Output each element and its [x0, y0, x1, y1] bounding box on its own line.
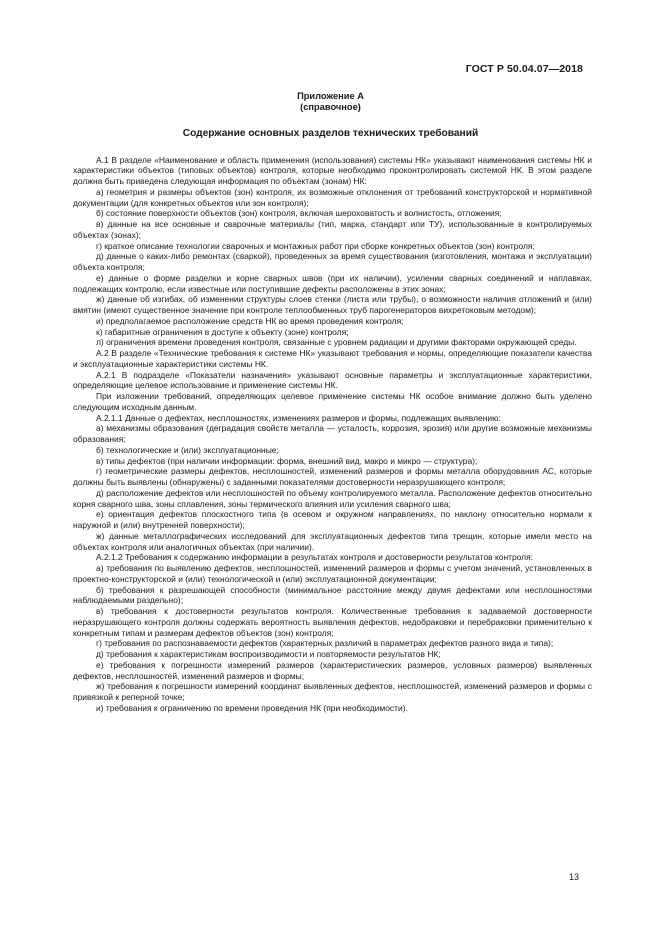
- paragraph: д) данные о каких-либо ремонтах (сваркой), проведенных за время существования (изготовления, монтажа и эксплуатации) объекта контроля;: [73, 251, 592, 272]
- appendix-heading: [0, 91, 661, 113]
- paragraph: А.2.1.1 Данные о дефектах, несплошностях, изменениях размеров и формы, подлежащих выявлению:: [96, 412, 501, 423]
- paragraph: в) требования к достоверности результатов контроля. Количественные требования к задаваемой достоверности неразрушающего контроля должны содержать вероятность выявления дефектов, недобраковки и перебраковки применительно к конкретным типам и размерам дефектов объектов (зон) контроля;: [73, 606, 592, 638]
- paragraph: б) технологические и (или) эксплуатационные;: [96, 444, 279, 455]
- paragraph: А.1 В разделе «Наименование и область применения (использования) системы НК» указывают наименования системы НК и характеристики объектов (типовых объектов) контроля, которые необходимо проконтролировать системой НК. В этом разделе должна быть приведена следующая информация по объектам (зонам) НК:: [73, 154, 592, 186]
- paragraph: е) данные о форме разделки и корне сварных швов (при их наличии), усилении сварных соединений и наплавках, подлежащих контролю, если известные или поступившие дефекты расположены в этих зонах;: [73, 272, 592, 294]
- paragraph: г) геометрические размеры дефектов, несплошностей, изменений размеров и формы металла оборудования АС, которые должны быть выявлены (обнаружены) с заданными показателями достоверности неразрушающего контроля;: [73, 466, 592, 487]
- paragraph: в) данные на все основные и сварочные материалы (тип, марка, стандарт или ТУ), использованные в контролируемых объектах (зонах);: [73, 219, 592, 240]
- paragraph: а) требования по выявлению дефектов, несплошностей, изменений размеров и формы с учетом значений, установленных в проектно-конструкторской и (или) технологической и (или) эксплуатационной документации;: [73, 563, 592, 584]
- paragraph: А.2.1.2 Требования к содержанию информации в результатах контроля и достоверности результатов контроля:: [96, 552, 534, 563]
- standard-code: ГОСТ Р 50.04.07—2018: [465, 63, 583, 75]
- paragraph: А.2.1 В подразделе «Показатели назначения» указывают основные параметры и эксплуатационные характеристики, определяющие целевое использование и применение системы НК.: [73, 369, 592, 391]
- body-text: [73, 155, 592, 714]
- paragraph: ж) данные об изгибах, об изменении структуры слоев стенки (листа или трубы), о возможности наличия отложений и (или) вмятин (имеют существенное значение при контроле теплообменных труб парогенераторов вихретоковым методом);: [73, 294, 592, 315]
- paragraph: в) типы дефектов (при наличии информации: форма, внешний вид, макро и микро — структура);: [96, 455, 478, 466]
- paragraph: е) ориентация дефектов плоскостного типа (в осевом и окружном направлениях, по наклону относительно нормали к наружной и (или) внутренней поверхности);: [73, 509, 592, 530]
- appendix-title: Приложение А: [297, 91, 364, 101]
- paragraph: б) требования к разрешающей способности (минимальное расстояние между двумя дефектами или несплошностями наблюдаемыми раздельно);: [73, 584, 592, 606]
- paragraph: При изложении требований, определяющих целевое применение системы НК особое внимание должно быть уделено следующим исходным данным.: [73, 391, 592, 412]
- appendix-subtitle: (справочное): [300, 102, 361, 112]
- paragraph: А.2 В разделе «Технические требования к системе НК» указывают требования и нормы, определяющие показатели качества и эксплуатационные характеристики системы НК.: [73, 348, 592, 369]
- paragraph: а) механизмы образования (деградация свойств металла — усталость, коррозия, эрозия) или другие возможные механизмы образования;: [73, 423, 592, 444]
- paragraph: ж) требования к погрешности измерений координат выявленных дефектов, несплошностей, изменений размеров и формы с привязкой к реперной точке;: [73, 681, 592, 702]
- page-number: 13: [568, 872, 579, 882]
- paragraph: и) предполагаемое расположение средств НК во время проведения контроля;: [96, 315, 404, 326]
- section-title: Содержание основных разделов технических требований: [182, 128, 479, 139]
- paragraph: л) ограничения времени проведения контроля, связанные с уровнем радиации и другими факторами окружающей среды.: [96, 337, 577, 348]
- paragraph: ж) данные металлографических исследований для эксплуатационных дефектов типа трещин, которые имели место на объектах контроля или аналогичных объектах (при наличии).: [73, 530, 592, 552]
- paragraph: а) геометрия и размеры объектов (зон) контроля, их возможные отклонения от требований конструкторской и нормативной документации (для конкретных объектов или зон контроля);: [73, 186, 592, 208]
- paragraph: и) требования к ограничению по времени проведения НК (при необходимости).: [96, 702, 408, 713]
- paragraph: г) требования по распознаваемости дефектов (характерных различий в параметрах дефектов разного вида и типа);: [96, 638, 554, 649]
- paragraph: е) требования к погрешности измерений размеров (характеристических размеров, условных размеров) выявленных дефектов, несплошностей, изменений размеров и формы;: [73, 659, 592, 681]
- paragraph: д) требования к характеристикам воспроизводимости и повторяемости результатов НК;: [96, 649, 441, 659]
- paragraph: к) габаритные ограничения в доступе к объекту (зоне) контроля;: [96, 326, 349, 337]
- paragraph: б) состояние поверхности объектов (зон) контроля, включая шероховатость и волнистость, отложения;: [96, 208, 502, 219]
- paragraph: д) расположение дефектов или несплошностей по объему контролируемого металла. Расположение дефектов относительно корня сварного шва, зоны сплавления, зоны термического влияния или усиления сварного шва;: [73, 487, 592, 509]
- paragraph: г) краткое описание технологии сварочных и монтажных работ при сборке конкретных объектов (зон) контроля;: [96, 240, 535, 251]
